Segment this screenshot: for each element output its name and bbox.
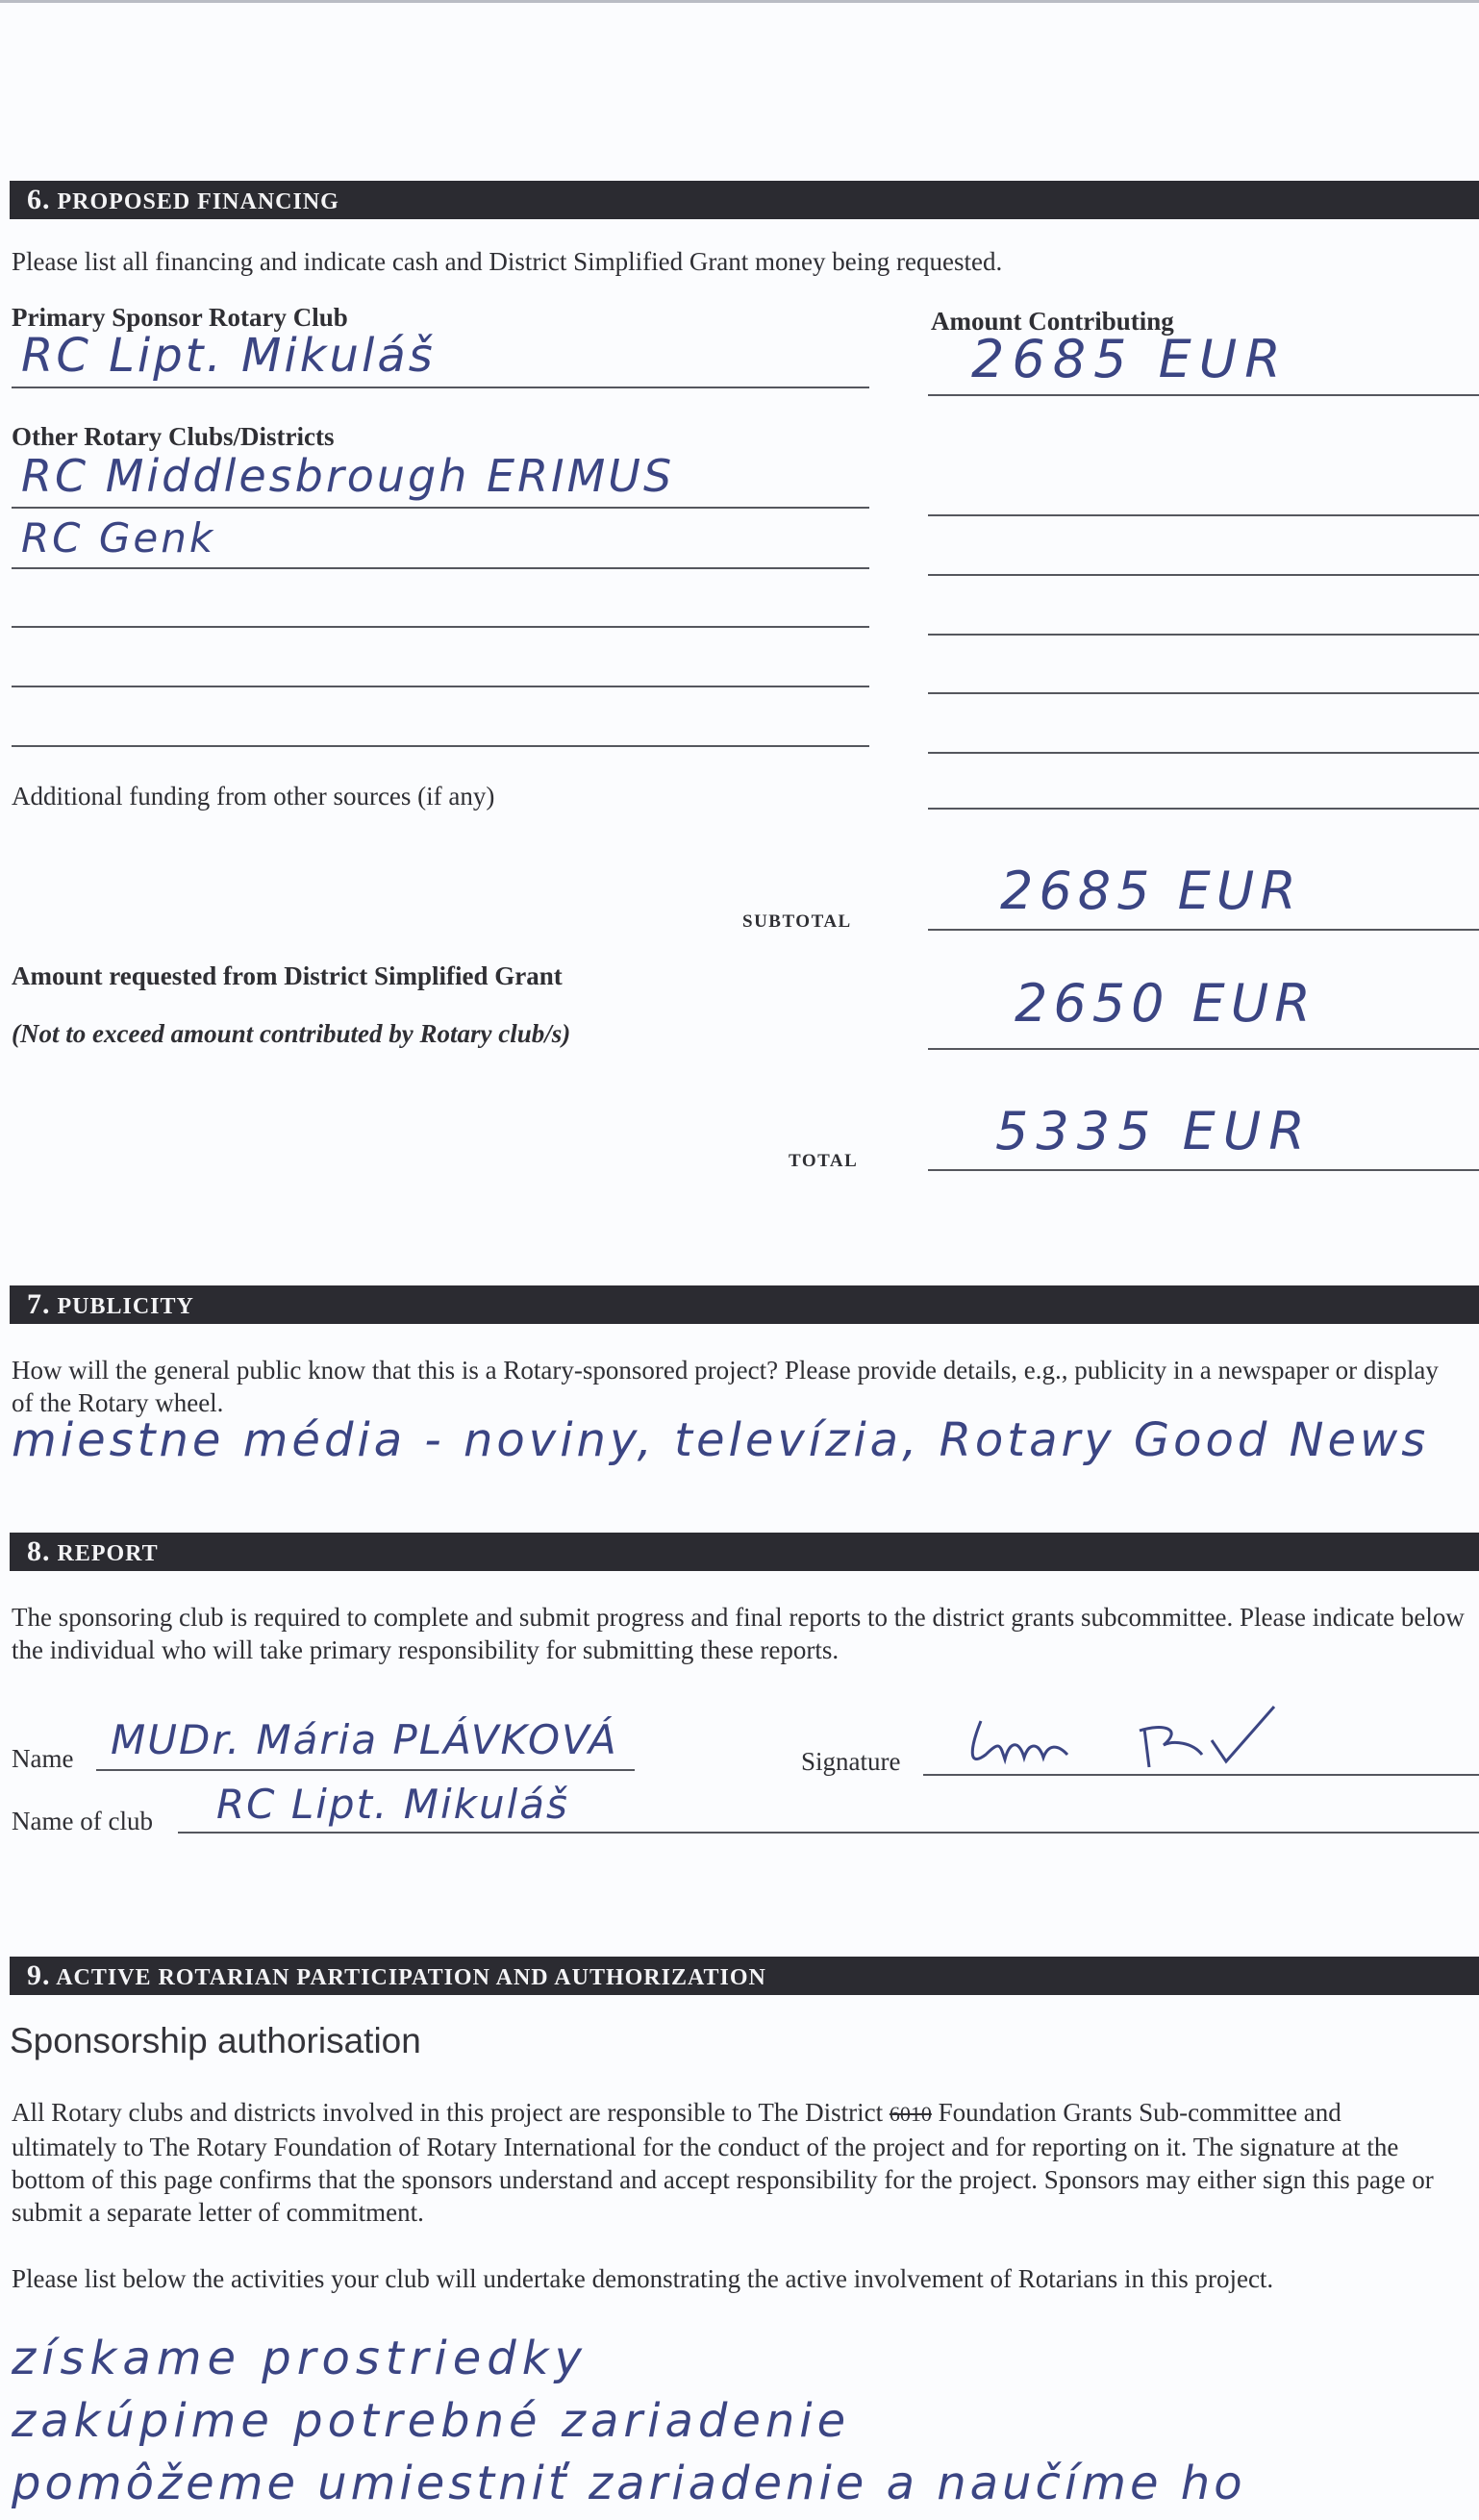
top-border xyxy=(0,0,1479,3)
section-7-header xyxy=(10,1285,1479,1324)
other-clubs-label: Other Rotary Clubs/Districts xyxy=(12,422,335,451)
publicity-question: How will the general public know that this is a Rotary-sponsored project? Please provide details, e.g., publicity in a newspaper or display of the Rotary wheel. xyxy=(12,1356,1439,1417)
signature-label: Signature xyxy=(801,1747,901,1776)
other-amount-line-1 xyxy=(928,514,1479,516)
section-6-title: PROPOSED FINANCING xyxy=(57,189,339,214)
section-8-number: 8. xyxy=(27,1535,51,1567)
name-label: Name xyxy=(12,1744,74,1773)
other-club-line-5 xyxy=(12,745,869,747)
financing-instruction: Please list all financing and indicate cash and District Simplified Grant money being requested. xyxy=(12,247,1003,276)
struck-district-number: 6010 xyxy=(889,2102,932,2126)
name-field[interactable]: MUDr. Mária PLÁVKOVÁ xyxy=(111,1716,618,1763)
primary-sponsor-label: Primary Sponsor Rotary Club xyxy=(12,303,348,332)
subtotal-line xyxy=(928,929,1479,931)
other-amount-line-5 xyxy=(928,752,1479,754)
total-line xyxy=(928,1169,1479,1171)
amount-contributing-label: Amount Contributing xyxy=(931,307,1174,336)
other-amount-line-2 xyxy=(928,574,1479,576)
sponsorship-heading: Sponsorship authorisation xyxy=(10,2021,421,2060)
other-club-line-4 xyxy=(12,686,869,687)
primary-amount-line xyxy=(928,394,1479,396)
section-6-number: 6. xyxy=(27,184,51,215)
activity-3[interactable]: pomôžeme umiestniť zariadenie a naučíme ho xyxy=(12,2457,1246,2510)
subtotal-field[interactable]: 2685 EUR xyxy=(1000,861,1302,921)
other-club-line-3 xyxy=(12,626,869,628)
section-9-number: 9. xyxy=(27,1959,51,1991)
other-club-1-field[interactable]: RC Middlesbrough ERIMUS xyxy=(21,450,675,502)
section-8-title: REPORT xyxy=(57,1541,159,1566)
club-field[interactable]: RC Lipt. Mikuláš xyxy=(216,1781,569,1828)
additional-funding-line xyxy=(928,808,1479,810)
total-label: TOTAL xyxy=(789,1151,859,1171)
subtotal-label: SUBTOTAL xyxy=(742,911,852,932)
other-club-2-field[interactable]: RC Genk xyxy=(21,514,216,561)
authorization-paragraph xyxy=(12,2096,1444,2229)
requested-line xyxy=(928,1048,1479,1050)
section-9-title: ACTIVE ROTARIAN PARTICIPATION AND AUTHORIZATION xyxy=(56,1965,766,1990)
report-text: The sponsoring club is required to complete and submit progress and final reports to the district grants subcommittee. Please indicate below the individual who will take primary responsibility for submitting these reports. xyxy=(12,1603,1465,1664)
other-club-line-2 xyxy=(12,567,869,569)
requested-note: (Not to exceed amount contributed by Rotary club/s) xyxy=(12,1019,571,1048)
handwritten-signature xyxy=(933,1702,1308,1779)
club-label: Name of club xyxy=(12,1807,153,1835)
para1-before: All Rotary clubs and districts involved in this project are responsible to The District xyxy=(12,2098,890,2127)
activity-1[interactable]: získame prostriedky xyxy=(12,2332,588,2385)
name-line xyxy=(96,1769,635,1771)
primary-sponsor-line xyxy=(12,387,869,388)
section-6-header xyxy=(10,181,1479,219)
other-amount-line-3 xyxy=(928,634,1479,636)
club-line xyxy=(178,1832,1479,1834)
requested-label: Amount requested from District Simplified Grant xyxy=(12,961,563,990)
section-8-header xyxy=(10,1533,1479,1571)
requested-field[interactable]: 2650 EUR xyxy=(1015,973,1316,1034)
section-9-header xyxy=(10,1957,1479,1995)
other-amount-line-4 xyxy=(928,692,1479,694)
section-7-title: PUBLICITY xyxy=(57,1294,194,1319)
total-field[interactable]: 5335 EUR xyxy=(995,1101,1313,1161)
other-club-line-1 xyxy=(12,507,869,509)
para1-after: Foundation Grants Sub-committee and ultimately to The Rotary Foundation of Rotary International for the conduct of the project and for reporting on it. The signature at the bottom of this page confirms that the sponsors understand and accept responsibility for the project. Sponsors may either sign this page or submit a separate letter of commitment. xyxy=(12,2098,1434,2227)
section-7-number: 7. xyxy=(27,1288,51,1320)
additional-funding-label: Additional funding from other sources (if any) xyxy=(12,782,495,811)
activities-instruction: Please list below the activities your club will undertake demonstrating the active involvement of Rotarians in this project. xyxy=(12,2264,1274,2293)
activity-2[interactable]: zakúpime potrebné zariadenie xyxy=(12,2394,851,2448)
primary-sponsor-field[interactable]: RC Lipt. Mikuláš xyxy=(21,329,436,383)
primary-amount-field[interactable]: 2685 EUR xyxy=(971,329,1289,389)
publicity-answer[interactable]: miestne média - noviny, televízia, Rotary Good News xyxy=(12,1413,1430,1467)
